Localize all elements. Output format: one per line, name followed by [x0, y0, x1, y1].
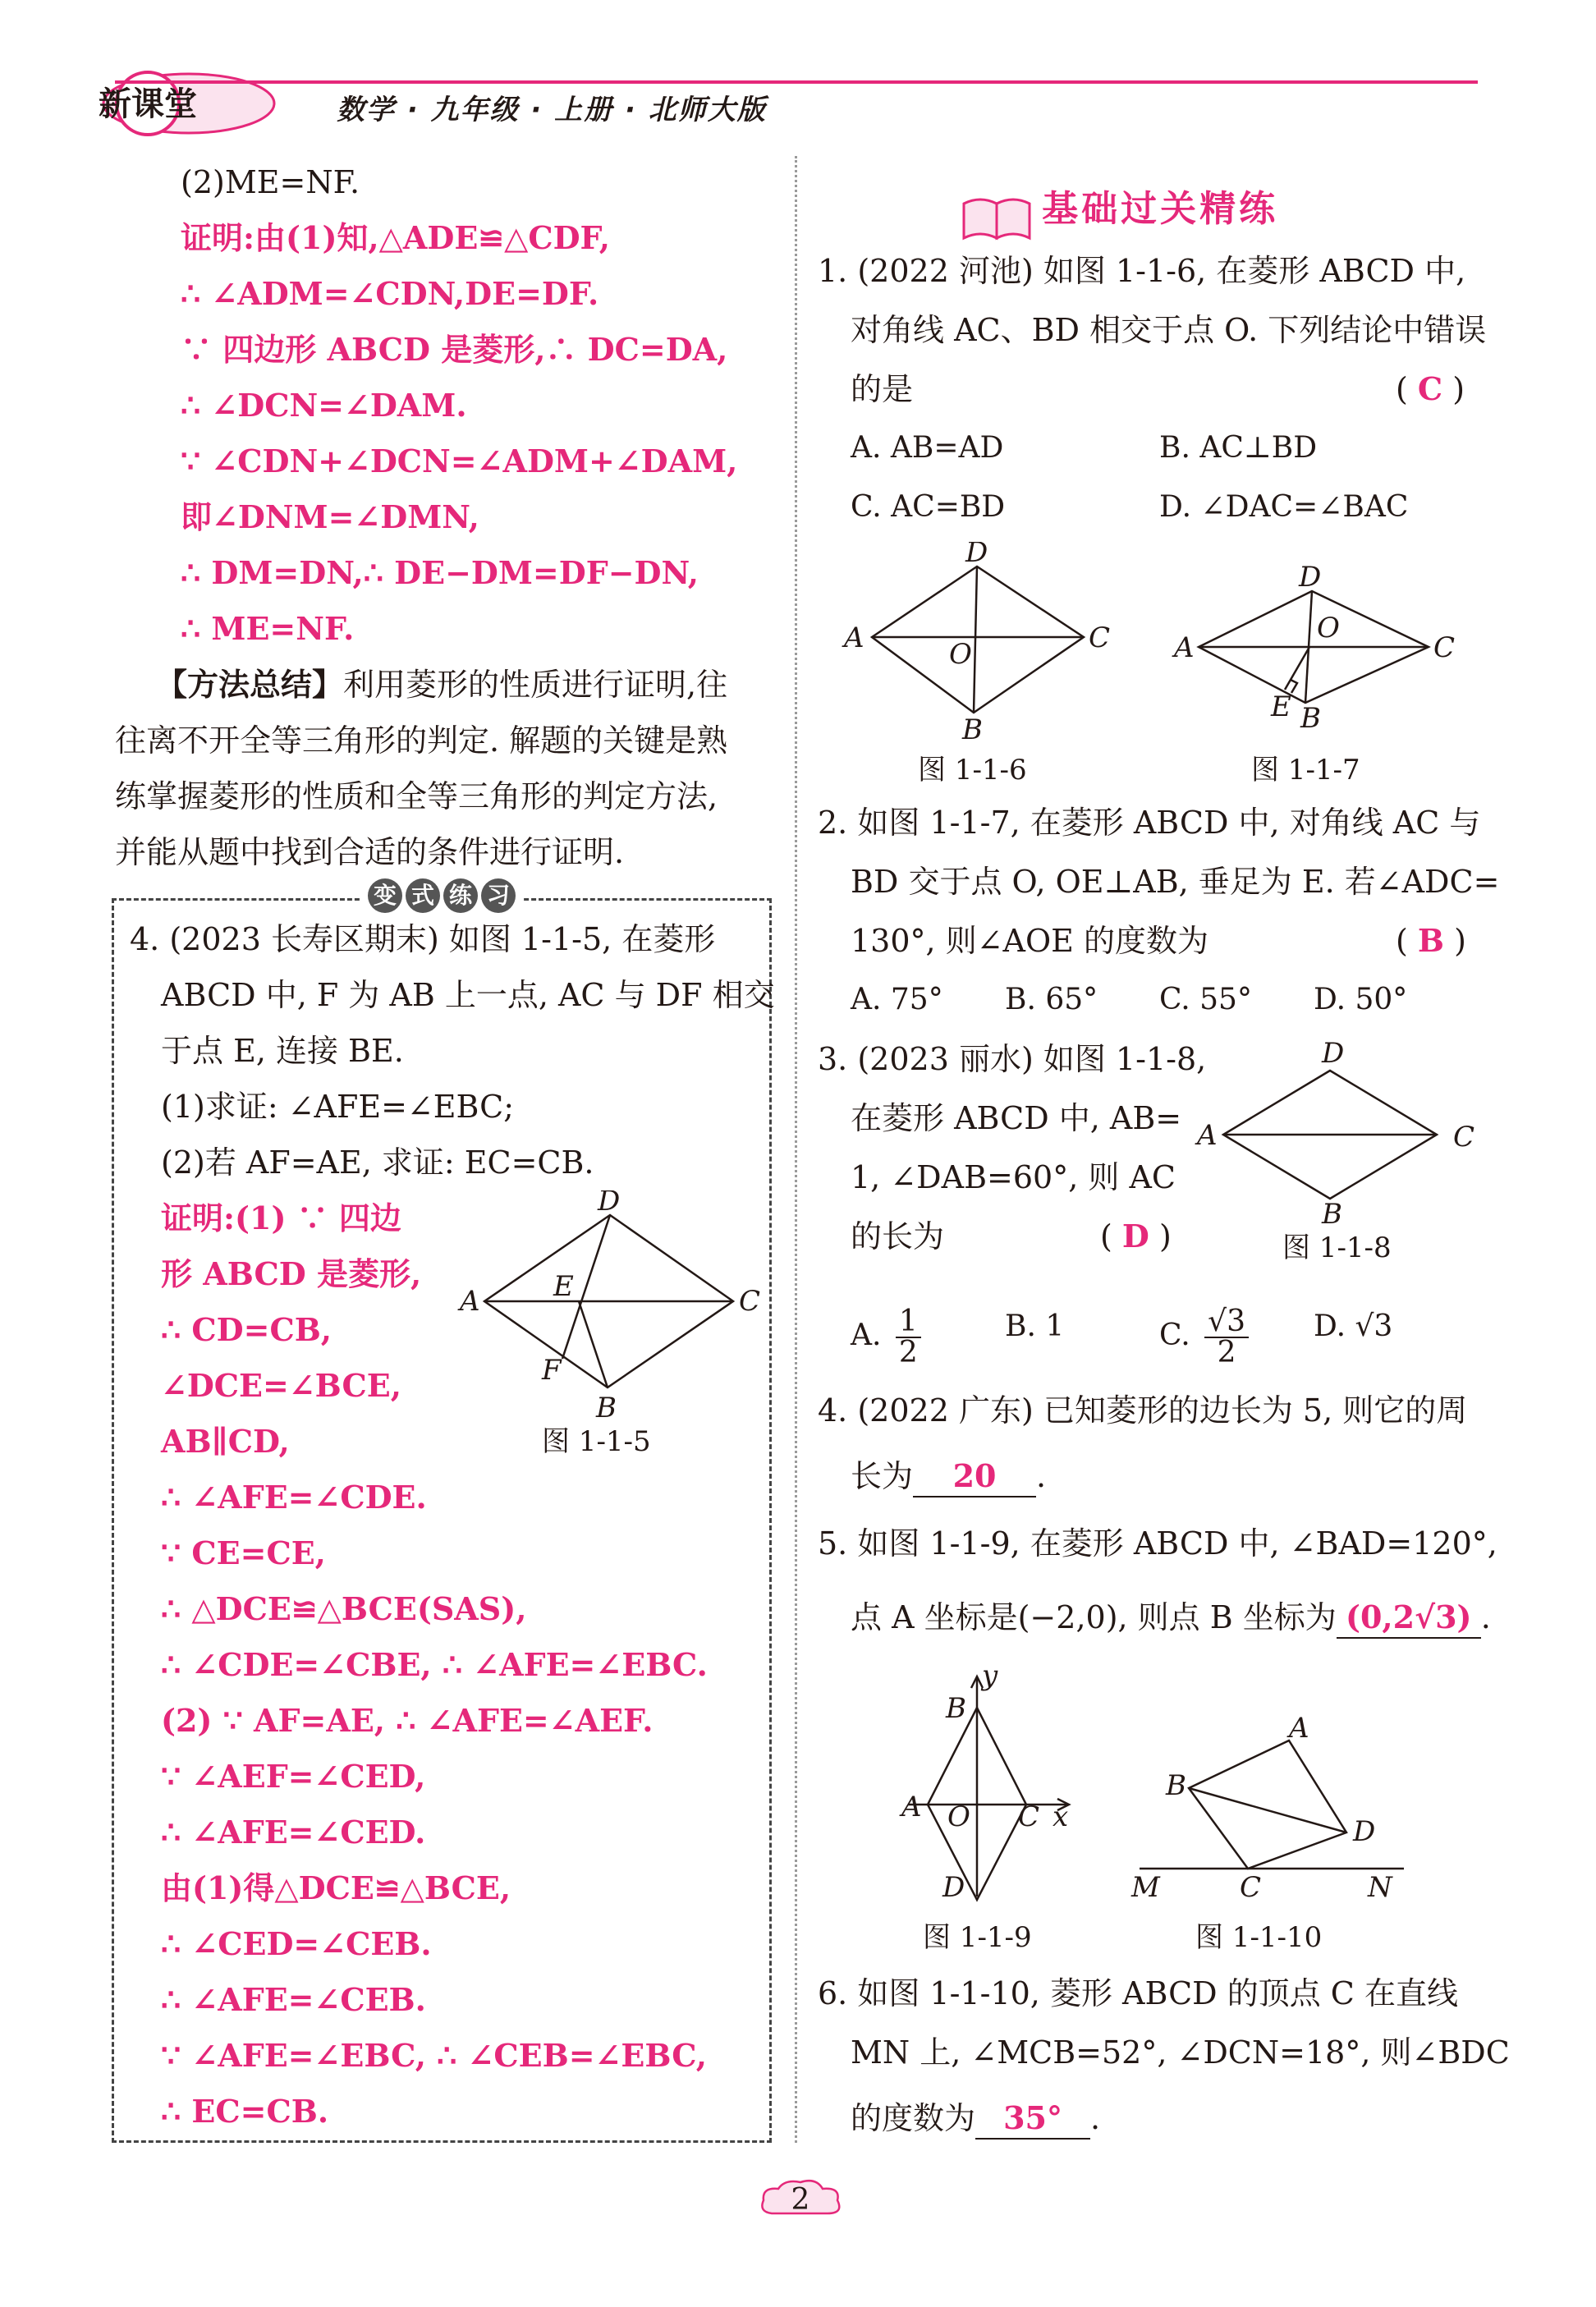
q3-option-b: B. 1 [1005, 1309, 1065, 1343]
q4r-line-2: 长为 20 . [851, 1456, 1046, 1497]
section-title: 基础过关精练 [1042, 188, 1279, 230]
page-number-badge [755, 2176, 846, 2225]
proof-line: ∴ ∠ADM=∠CDN,DE=DF. [181, 275, 599, 312]
part2-title: (2)ME=NF. [181, 164, 360, 200]
label-D: D [598, 1190, 621, 1218]
q4-answer-line: ∴ EC=CB. [161, 2093, 329, 2130]
label-E: E [1271, 690, 1291, 723]
q4-answer-line: (2) ∵ AF=AE, ∴ ∠AFE=∠AEF. [161, 1702, 654, 1739]
figure-1-1-10 [1125, 1716, 1437, 1905]
q4-left-line: ABCD 中, F 为 AB 上一点, AC 与 DF 相交 [161, 977, 775, 1013]
q3-option-c [1159, 1307, 1249, 1368]
method-line: 往离不开全等三角形的判定. 解题的关键是熟 [115, 722, 728, 759]
q2-option: A. 75° [851, 983, 943, 1016]
q2-option: B. 65° [1005, 983, 1098, 1016]
label-C: C [739, 1285, 761, 1318]
q6-answer: 35° [975, 2098, 1090, 2140]
variant-practice-tag [360, 878, 524, 920]
denominator: 2 [1217, 1336, 1236, 1369]
method-label: 【方法总结】 [156, 666, 344, 703]
q1-answer: C [1417, 370, 1443, 407]
logo-char-1: 新课堂 [99, 85, 197, 123]
q4-answer-line: ∠DCE=∠BCE, [161, 1367, 401, 1404]
page-number: 2 [791, 2183, 810, 2217]
label-C: C [1453, 1121, 1475, 1154]
q4r-answer: 20 [913, 1456, 1036, 1497]
label-x: x [1053, 1800, 1069, 1833]
q3-answer-paren: ( D ) [1100, 1218, 1172, 1254]
label-A: A [844, 621, 864, 654]
label-D: D [965, 542, 988, 569]
q1-option: B. AC⊥BD [1159, 431, 1318, 465]
q4-left-line: 于点 E, 连接 BE. [161, 1033, 404, 1069]
q6-line: 6. 如图 1-1-10, 菱形 ABCD 的顶点 C 在直线 [818, 1975, 1458, 2011]
q4-answer-line: ∴ ∠CDE=∠CBE, ∴ ∠AFE=∠EBC. [161, 1646, 708, 1683]
q4-answer-line: ∴ ∠AFE=∠CED. [161, 1814, 426, 1851]
q3-option-d-label: D. [1314, 1309, 1346, 1343]
label-A: A [1174, 631, 1195, 664]
denominator: 2 [898, 1336, 918, 1369]
q1-line: 对角线 AC、BD 相交于点 O. 下列结论中错误 [851, 312, 1487, 348]
label-E: E [553, 1270, 574, 1303]
q4-answer-line: ∵ ∠AFE=∠EBC, ∴ ∠CEB=∠EBC, [161, 2037, 708, 2074]
fig-1-1-5-caption: 图 1-1-5 [542, 1425, 651, 1458]
q3-line: 3. (2023 丽水) 如图 1-1-8, [818, 1041, 1207, 1077]
label-B: B [1300, 702, 1321, 735]
q4-answer-line: ∵ CE=CE, [161, 1534, 326, 1571]
q3-option-d-value: √3 [1355, 1309, 1393, 1343]
label-B: B [1166, 1769, 1186, 1802]
label-M: M [1131, 1871, 1160, 1904]
q2-line: BD 交于点 O, OE⊥AB, 垂足为 E. 若∠ADC= [851, 864, 1500, 900]
fig-1-1-10-caption: 图 1-1-10 [1195, 1921, 1323, 1954]
numerator: 1 [896, 1307, 921, 1338]
label-O: O [1317, 612, 1340, 644]
q3-option-d [1314, 1307, 1392, 1346]
q3-line: 在菱形 ABCD 中, AB= [851, 1100, 1182, 1136]
label-O: O [947, 1800, 970, 1833]
q1-option: C. AC=BD [851, 490, 1006, 524]
figure-1-1-9 [878, 1658, 1100, 1905]
q1-option: A. AB=AD [851, 431, 1004, 465]
label-A: A [1197, 1119, 1218, 1152]
q1-answer-paren: ( C ) [1396, 370, 1465, 407]
q2-option: C. 55° [1159, 983, 1252, 1016]
q4-answer-line: ∴ ∠CED=∠CEB. [161, 1925, 432, 1962]
figure-1-1-6 [837, 542, 1133, 739]
label-D: D [1299, 561, 1322, 594]
label-N: N [1368, 1871, 1392, 1904]
fig-1-1-7-caption: 图 1-1-7 [1251, 754, 1360, 787]
tag-char: 习 [481, 878, 516, 913]
label-D: D [942, 1871, 965, 1904]
q4-answer-line: 形 ABCD 是菱形, [161, 1255, 422, 1292]
fig-1-1-8-caption: 图 1-1-8 [1282, 1231, 1392, 1264]
label-C: C [1433, 631, 1456, 664]
q4-answer-line: ∴ ∠AFE=∠CDE. [161, 1479, 427, 1516]
q3-answer: D [1121, 1218, 1149, 1254]
label-C: C [1018, 1800, 1040, 1833]
figure-1-1-8 [1190, 1034, 1494, 1223]
proof-line: 即∠DNM=∠DMN, [181, 498, 479, 535]
section-header [959, 179, 1278, 243]
q4r-line: 4. (2022 广东) 已知菱形的边长为 5, 则它的周 [818, 1392, 1468, 1429]
figure-1-1-5 [452, 1190, 764, 1429]
proof-line: ∴ ME=NF. [181, 610, 355, 647]
q4-answer-line: AB∥CD, [161, 1423, 290, 1460]
label-F: F [542, 1354, 562, 1387]
proof-line: ∵ 四边形 ABCD 是菱形,∴ DC=DA, [181, 331, 728, 368]
q1-line: 的是 [851, 371, 914, 407]
fraction [896, 1307, 921, 1368]
q4-answer-line: ∴ ∠AFE=∠CEB. [161, 1981, 426, 2018]
figure-1-1-7 [1166, 558, 1478, 739]
proof-line: ∴ DM=DN,∴ DE−DM=DF−DN, [181, 554, 699, 591]
label-y: y [982, 1659, 998, 1692]
tag-char: 练 [443, 878, 478, 913]
q4-answer-line: 由(1)得△DCE≌△BCE, [161, 1869, 511, 1906]
label-B: B [596, 1392, 617, 1424]
q5-line-2: 点 A 坐标是(−2,0), 则点 B 坐标为 (0,2√3) . [851, 1598, 1491, 1639]
q4-answer-line: ∴ △DCE≌△BCE(SAS), [161, 1590, 527, 1627]
q6-line: MN 上, ∠MCB=52°, ∠DCN=18°, 则∠BDC [851, 2034, 1510, 2071]
proof-line: ∵ ∠CDN+∠DCN=∠ADM+∠DAM, [181, 443, 738, 479]
q2-answer-paren: ( B ) [1396, 922, 1466, 959]
q1-option: D. ∠DAC=∠BAC [1159, 490, 1409, 524]
method-line: 并能从题中找到合适的条件进行证明. [115, 834, 625, 870]
q4-left-line: (2)若 AF=AE, 求证: EC=CB. [161, 1144, 594, 1181]
q6-line: 的度数为 [851, 2100, 976, 2136]
label-B: B [946, 1692, 966, 1725]
q4r-line: 长为 [851, 1458, 914, 1494]
label-A: A [460, 1285, 480, 1318]
q3-option-a-label: A. [851, 1319, 882, 1352]
fraction [1204, 1307, 1249, 1368]
q3-option-a [851, 1307, 921, 1368]
q4-left-line: (1)求证: ∠AFE=∠EBC; [161, 1089, 515, 1125]
tag-char: 变 [368, 878, 402, 913]
q1-line: 1. (2022 河池) 如图 1-1-6, 在菱形 ABCD 中, [818, 253, 1466, 289]
label-A: A [901, 1791, 922, 1823]
q6-line-3: 的度数为 35° . [851, 2098, 1100, 2140]
fig-1-1-6-caption: 图 1-1-6 [918, 754, 1027, 787]
q4-left-line: 4. (2023 长寿区期末) 如图 1-1-5, 在菱形 [130, 921, 716, 957]
q5-line: 点 A 坐标是(−2,0), 则点 B 坐标为 [851, 1599, 1337, 1635]
fig-1-1-9-caption: 图 1-1-9 [923, 1921, 1032, 1954]
label-D: D [1322, 1037, 1345, 1070]
q2-line: 130°, 则∠AOE 的度数为 [851, 923, 1208, 959]
proof-line: 证明:由(1)知,△ADE≌△CDF, [181, 219, 610, 256]
q5-answer: (0,2√3) [1337, 1598, 1481, 1639]
q3-option-c-label: C. [1159, 1319, 1190, 1352]
header-rule [115, 80, 1478, 84]
label-C: C [1089, 621, 1111, 654]
q2-line: 2. 如图 1-1-7, 在菱形 ABCD 中, 对角线 AC 与 [818, 805, 1481, 841]
q4-answer-line: ∵ ∠AEF=∠CED, [161, 1758, 426, 1795]
label-A: A [1289, 1716, 1309, 1745]
q2-answer: B [1417, 922, 1445, 959]
q4-answer-line: 证明:(1) ∵ 四边 [161, 1199, 401, 1236]
brand-logo [99, 66, 287, 141]
numerator: √3 [1204, 1307, 1249, 1338]
method-line: 利用菱形的性质进行证明,往 [343, 667, 728, 703]
label-B: B [962, 713, 983, 739]
label-C: C [1240, 1871, 1262, 1904]
proof-line: ∴ ∠DCN=∠DAM. [181, 387, 467, 424]
label-D: D [1353, 1815, 1376, 1848]
q4-answer-line: ∴ CD=CB, [161, 1311, 332, 1348]
q5-line: 5. 如图 1-1-9, 在菱形 ABCD 中, ∠BAD=120°, [818, 1525, 1497, 1562]
label-O: O [949, 638, 972, 671]
method-line: 练掌握菱形的性质和全等三角形的判定方法, [115, 778, 718, 814]
method-summary [156, 665, 727, 704]
q3-line: 的长为 [851, 1218, 945, 1254]
header-subtitle: 数学 · 九年级 · 上册 · 北师大版 [337, 94, 767, 126]
tag-char: 式 [406, 878, 440, 913]
open-book-icon [959, 192, 1038, 243]
q3-line: 1, ∠DAB=60°, 则 AC [851, 1159, 1176, 1195]
q2-option: D. 50° [1314, 983, 1408, 1016]
column-divider [795, 156, 797, 2143]
label-B: B [1322, 1198, 1342, 1223]
